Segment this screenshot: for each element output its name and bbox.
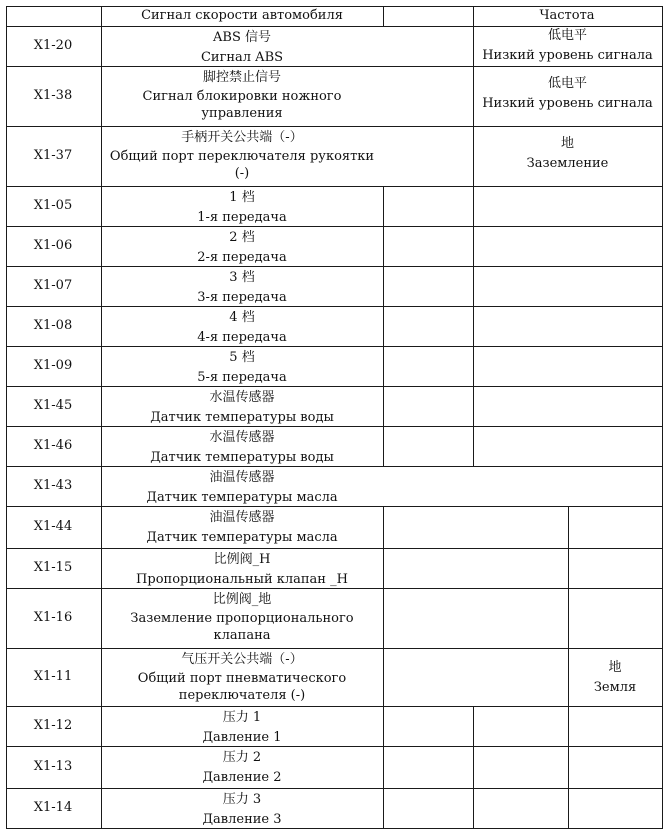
pin-code: X1-46 xyxy=(33,438,73,453)
signal-name-cn: 比例阀_H xyxy=(213,552,271,567)
signal-description xyxy=(101,268,383,308)
pin-code: X1-45 xyxy=(33,398,73,413)
signal-name-cn: ABS 信号 xyxy=(213,30,271,45)
signal-name-ru: Давление 2 xyxy=(202,770,282,785)
pin-code: X1-43 xyxy=(33,478,73,493)
signal-description xyxy=(101,428,383,468)
signal-name-ru: Датчик температуры воды xyxy=(150,410,334,425)
signal-name-ru: 3-я передача xyxy=(197,290,287,305)
signal-description xyxy=(101,228,383,268)
pin-code: X1-07 xyxy=(33,278,73,293)
pin-code: X1-38 xyxy=(33,88,73,103)
signal-name-cn: 4 档 xyxy=(229,310,255,325)
signal-description xyxy=(101,708,383,748)
signal-name-ru: Общий порт пневматического переключателя (-) xyxy=(137,671,347,703)
column-divider xyxy=(383,186,384,467)
signal-name-ru: Датчик температуры воды xyxy=(150,450,334,465)
signal-name-cn: 水温传感器 xyxy=(209,430,275,445)
pin-code: X1-05 xyxy=(33,198,73,213)
signal-description xyxy=(101,468,383,508)
signal-description xyxy=(101,650,383,704)
signal-description xyxy=(101,508,383,548)
row-divider xyxy=(6,788,663,789)
signal-name-cn: 5 档 xyxy=(229,350,255,365)
pin-code: X1-14 xyxy=(33,800,73,815)
pin-code: X1-11 xyxy=(33,669,73,684)
signal-description xyxy=(101,550,383,590)
column-divider xyxy=(473,706,474,829)
signal-name-ru: 1-я передача xyxy=(197,210,287,225)
signal-name-cn: 油温传感器 xyxy=(209,510,275,525)
signal-name-cn: 气压开关公共端（-） xyxy=(181,652,303,667)
pin-code: X1-13 xyxy=(33,759,73,774)
signal-description xyxy=(101,748,383,788)
pin-code: X1-08 xyxy=(33,318,73,333)
signal-name-cn: 手柄开关公共端（-） xyxy=(181,130,303,145)
signal-level xyxy=(473,74,662,114)
pin-code: X1-16 xyxy=(33,610,73,625)
signal-name-ru: 4-я передача xyxy=(197,330,287,345)
signal-description xyxy=(101,790,383,830)
signal-name-cn: 脚控禁止信号 xyxy=(202,70,281,85)
pin-code: X1-20 xyxy=(33,38,73,53)
signal-name-ru: Датчик температуры масла xyxy=(146,490,338,505)
signal-name-cn: 压力 2 xyxy=(222,750,262,765)
row-divider xyxy=(6,706,663,707)
level-ru: Низкий уровень сигнала xyxy=(482,48,653,63)
signal-name-ru: 2-я передача xyxy=(197,250,287,265)
column-divider xyxy=(383,6,384,27)
signal-name-cn: 2 档 xyxy=(229,230,255,245)
signal-level xyxy=(473,26,662,66)
signal-name-ru: Заземление пропорционального клапана xyxy=(130,611,354,643)
level-cn: 低电平 xyxy=(547,76,587,91)
signal-name-ru: Сигнал блокировки ножного управления xyxy=(142,89,342,121)
level-cn: 地 xyxy=(608,660,622,675)
signal-description xyxy=(101,188,383,228)
row-divider xyxy=(6,126,663,127)
signal-name-cn: 1 档 xyxy=(229,190,255,205)
pin-code: X1-12 xyxy=(33,718,73,733)
header-frequency: Частота xyxy=(539,8,595,23)
signal-description xyxy=(101,590,383,644)
row-divider xyxy=(6,548,663,549)
signal-name-ru: Сигнал ABS xyxy=(200,50,284,65)
signal-description xyxy=(101,28,383,68)
signal-name-ru: Пропорциональный клапан _H xyxy=(136,572,348,587)
signal-name-cn: 比例阀_地 xyxy=(212,592,272,607)
level-cn: 低电平 xyxy=(547,28,587,43)
signal-name-cn: 水温传感器 xyxy=(209,390,275,405)
signal-level xyxy=(568,658,662,698)
signal-name-cn: 压力 3 xyxy=(222,792,262,807)
level-ru: Низкий уровень сигнала xyxy=(482,96,653,111)
level-cn: 地 xyxy=(560,136,574,151)
signal-description xyxy=(101,308,383,348)
signal-name-cn: 3 档 xyxy=(229,270,255,285)
signal-name-ru: Давление 3 xyxy=(202,812,282,827)
signal-name-cn: 压力 1 xyxy=(222,710,262,725)
pin-code: X1-15 xyxy=(33,560,73,575)
signal-description xyxy=(101,128,383,182)
signal-name-cn: 油温传感器 xyxy=(209,470,275,485)
row-divider xyxy=(6,648,663,649)
signal-name-ru: Датчик температуры масла xyxy=(146,530,338,545)
pin-code: X1-37 xyxy=(33,148,73,163)
signal-level xyxy=(473,134,662,174)
pin-code: X1-44 xyxy=(33,519,73,534)
header-signal: Сигнал скорости автомобиля xyxy=(141,8,343,23)
signal-description xyxy=(101,388,383,428)
column-divider xyxy=(383,506,384,829)
signal-name-ru: Общий порт переключателя рукоятки (-) xyxy=(109,149,375,181)
level-ru: Земля xyxy=(593,680,637,695)
signal-description xyxy=(101,348,383,388)
pin-code: X1-09 xyxy=(33,358,73,373)
pin-code: X1-06 xyxy=(33,238,73,253)
table-right-border xyxy=(662,6,663,829)
row-divider xyxy=(6,186,663,187)
level-ru: Заземление xyxy=(526,156,609,171)
signal-name-ru: 5-я передача xyxy=(197,370,287,385)
signal-description xyxy=(101,68,383,122)
signal-name-ru: Давление 1 xyxy=(202,730,282,745)
